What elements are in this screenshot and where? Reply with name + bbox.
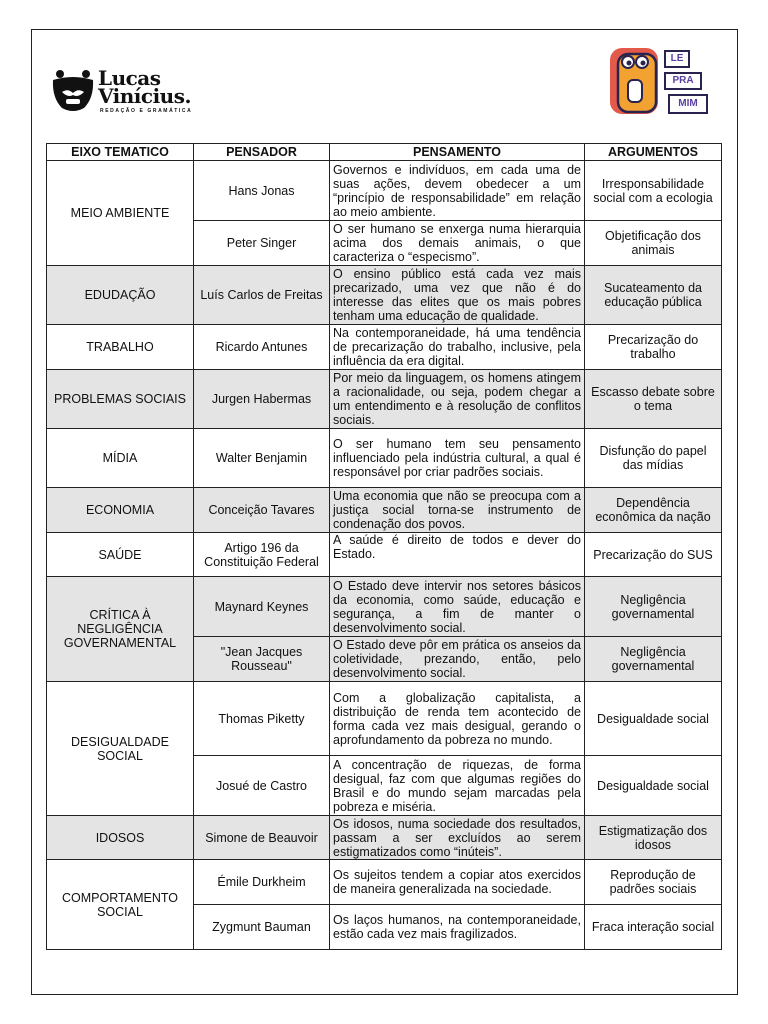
eixo-cell: ECONOMIA <box>47 488 194 533</box>
table-row <box>47 682 722 756</box>
table-row <box>47 816 722 860</box>
pensamento-cell: A saúde é direito de todos e dever do Estado. <box>330 533 585 577</box>
argumento-cell: Negligência governamental <box>585 577 722 637</box>
pensamento-cell: Governos e indivíduos, em cada uma de suas ações, devem obedecer a um “princípio de responsabilidade” em relação ao meio ambiente. <box>330 161 585 221</box>
mustache-face-icon <box>50 68 96 114</box>
eixo-cell: MEIO AMBIENTE <box>47 161 194 266</box>
pensador-cell: Simone de Beauvoir <box>194 816 330 860</box>
pensamento-cell: O ser humano tem seu pensamento influenciado pela indústria cultural, a qual é responsável por criar padrões sociais. <box>330 429 585 488</box>
pensamento-cell: O ensino público está cada vez mais precarizado, uma vez que não é do interesse das elites que os mais pobres tenham uma educação de qualidade. <box>330 266 585 325</box>
book-mascot-icon <box>606 46 664 118</box>
brand-word-pra: PRA <box>664 72 702 90</box>
pensador-cell: Hans Jonas <box>194 161 330 221</box>
pensamento-cell: A concentração de riquezas, de forma desigual, faz com que algumas regiões do Brasil e do mundo sejam marcadas pela pobreza e miséria. <box>330 756 585 816</box>
pensador-cell: "Jean Jacques Rousseau" <box>194 637 330 682</box>
argumento-cell: Disfunção do papel das mídias <box>585 429 722 488</box>
table-header-row <box>47 144 722 161</box>
argumento-cell: Desigualdade social <box>585 756 722 816</box>
pensador-cell: Maynard Keynes <box>194 577 330 637</box>
pensamento-cell: Uma economia que não se preocupa com a justiça social torna-se instrumento de condenação dos povos. <box>330 488 585 533</box>
pensador-cell: Émile Durkheim <box>194 860 330 905</box>
argumento-cell: Sucateamento da educação pública <box>585 266 722 325</box>
pensamento-cell: Os sujeitos tendem a copiar atos exercidos de maneira generalizada na sociedade. <box>330 860 585 905</box>
pensamento-cell: Por meio da linguagem, os homens atingem a racionalidade, ou seja, podem chegar a um entendimento e à resolução de conflitos sociais. <box>330 370 585 429</box>
eixo-cell: SAÚDE <box>47 533 194 577</box>
argumento-cell: Irresponsabilidade social com a ecologia <box>585 161 722 221</box>
eixo-cell: IDOSOS <box>47 816 194 860</box>
header-eixo: EIXO TEMATICO <box>47 144 194 161</box>
table-row <box>47 533 722 577</box>
header-argumentos: ARGUMENTOS <box>585 144 722 161</box>
logo-tagline: REDAÇÃO E GRAMÁTICA <box>100 108 193 114</box>
pensador-cell: Thomas Piketty <box>194 682 330 756</box>
table-row <box>47 266 722 325</box>
themes-table <box>46 143 722 950</box>
eixo-cell: MÍDIA <box>47 429 194 488</box>
brand-word-mim: MIM <box>668 94 708 114</box>
lucas-vinicius-logo <box>50 64 220 120</box>
argumento-cell: Estigmatização dos idosos <box>585 816 722 860</box>
header-pensador: PENSADOR <box>194 144 330 161</box>
pensador-cell: Ricardo Antunes <box>194 325 330 370</box>
le-pra-mim-logo <box>606 46 712 118</box>
eixo-cell: COMPORTAMENTO SOCIAL <box>47 860 194 950</box>
argumento-cell: Precarização do SUS <box>585 533 722 577</box>
brand-word-le: LE <box>664 50 690 68</box>
pensador-cell: Artigo 196 da Constituição Federal <box>194 533 330 577</box>
pensador-cell: Walter Benjamin <box>194 429 330 488</box>
eixo-cell: CRÍTICA À NEGLIGÊNCIA GOVERNAMENTAL <box>47 577 194 682</box>
table-row <box>47 860 722 905</box>
table-row <box>47 325 722 370</box>
logo-name-last: Vinícius. <box>98 84 191 108</box>
pensador-cell: Peter Singer <box>194 221 330 266</box>
table-row <box>47 370 722 429</box>
argumento-cell: Dependência econômica da nação <box>585 488 722 533</box>
logo-name-first: Lucas <box>98 66 161 90</box>
argumento-cell: Objetificação dos animais <box>585 221 722 266</box>
pensamento-cell: Com a globalização capitalista, a distribuição de renda tem acontecido de forma cada vez mais desigual, gerando o aprofundamento da pobreza no mundo. <box>330 682 585 756</box>
pensador-cell: Conceição Tavares <box>194 488 330 533</box>
pensamento-cell: Na contemporaneidade, há uma tendência de precarização do trabalho, inclusive, pela influência da era digital. <box>330 325 585 370</box>
table-row <box>47 488 722 533</box>
eixo-cell: EDUDAÇÃO <box>47 266 194 325</box>
pensador-cell: Zygmunt Bauman <box>194 905 330 950</box>
argumento-cell: Precarização do trabalho <box>585 325 722 370</box>
pensamento-cell: Os laços humanos, na contemporaneidade, estão cada vez mais fragilizados. <box>330 905 585 950</box>
argumento-cell: Reprodução de padrões sociais <box>585 860 722 905</box>
argumento-cell: Fraca interação social <box>585 905 722 950</box>
pensamento-cell: O Estado deve intervir nos setores básicos da economia, como saúde, educação e segurança, a fim de manter o desenvolvimento social. <box>330 577 585 637</box>
pensamento-cell: O ser humano se enxerga numa hierarquia acima dos demais animais, o que caracteriza o “especismo”. <box>330 221 585 266</box>
eixo-cell: PROBLEMAS SOCIAIS <box>47 370 194 429</box>
argumento-cell: Escasso debate sobre o tema <box>585 370 722 429</box>
pensamento-cell: Os idosos, numa sociedade dos resultados, passam a ser excluídos ao serem estigmatizados como “inúteis”. <box>330 816 585 860</box>
table-row <box>47 161 722 221</box>
header-pensamento: PENSAMENTO <box>330 144 585 161</box>
argumento-cell: Negligência governamental <box>585 637 722 682</box>
pensador-cell: Jurgen Habermas <box>194 370 330 429</box>
pensador-cell: Luís Carlos de Freitas <box>194 266 330 325</box>
pensador-cell: Josué de Castro <box>194 756 330 816</box>
eixo-cell: DESIGUALDADE SOCIAL <box>47 682 194 816</box>
pensamento-cell: O Estado deve pôr em prática os anseios da coletividade, prezando, então, pelo desenvolvimento social. <box>330 637 585 682</box>
table-row <box>47 429 722 488</box>
argumento-cell: Desigualdade social <box>585 682 722 756</box>
eixo-cell: TRABALHO <box>47 325 194 370</box>
table-row <box>47 577 722 637</box>
